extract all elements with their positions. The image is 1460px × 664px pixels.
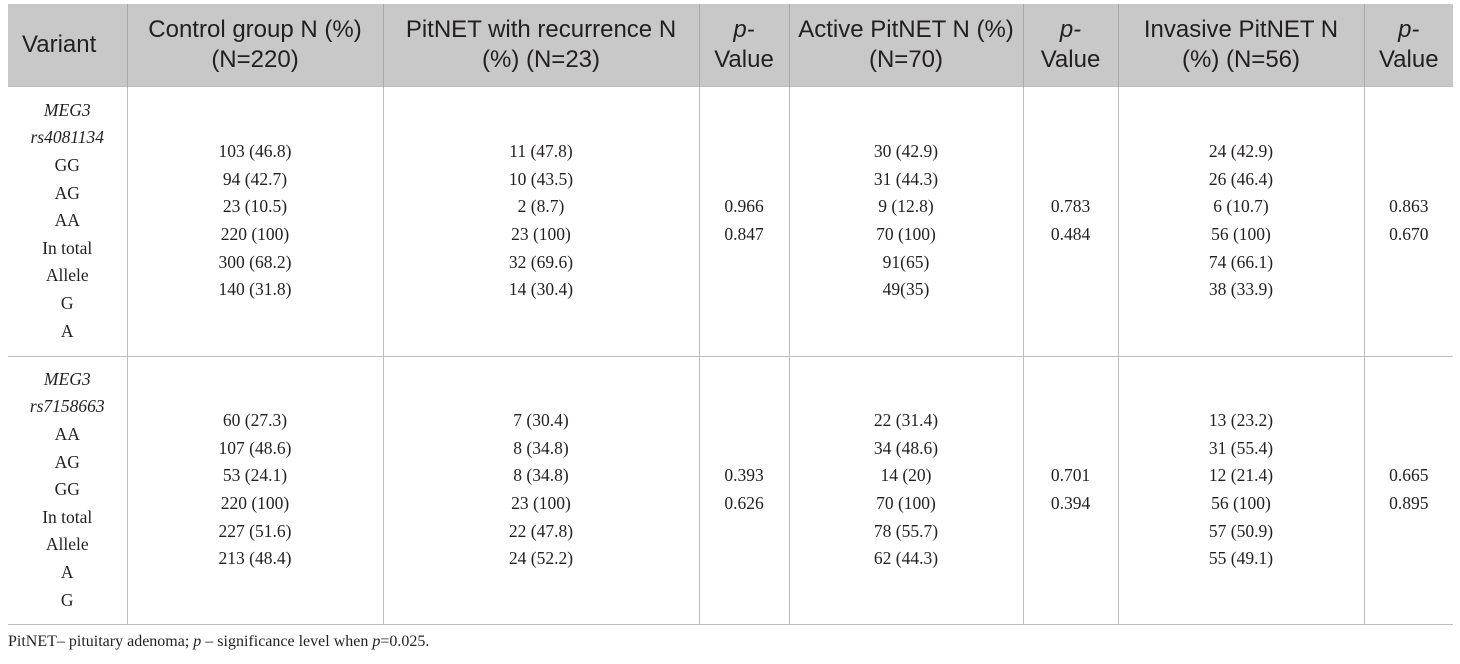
cell-value: 38 (33.9) [1208,279,1274,300]
cell-value: 74 (66.1) [1208,251,1274,272]
cell-value: 213 (48.4) [218,548,292,569]
cell-value: 22 (31.4) [873,410,939,431]
genotype-table [8,4,1453,625]
variant-label: In total [42,237,93,258]
gene-name: MEG3 [43,368,91,389]
cell-value: 49(35) [882,279,930,300]
p-value: 0.665 [1389,465,1429,486]
cell-value: 300 (68.2) [218,251,292,272]
variant-label: AA [54,210,80,231]
cell-value: 56 (100) [1211,224,1271,244]
snp-id: rs7158663 [29,396,105,417]
cell-value: 57 (50.9) [1208,520,1274,541]
cell-value: 23 (100) [511,493,571,513]
results-table-wrapper [8,4,1453,625]
cell-value: 9 (12.8) [878,196,934,217]
cell-value: 70 (100) [876,493,936,513]
cell-value: 62 (44.3) [873,548,939,569]
p-value: 0.863 [1389,196,1429,217]
cell-value: 31 (44.3) [873,168,939,189]
cell-value: 14 (30.4) [508,279,574,300]
cell-value: 70 (100) [876,224,936,244]
cell-value: 8 (34.8) [513,437,569,458]
cell-value: 94 (42.7) [222,168,288,189]
header-invasive: Invasive PitNET N (%) (N=56) [1118,4,1364,86]
header-row [8,4,1453,86]
cell-value: 55 (49.1) [1208,548,1274,569]
cell-value: 140 (31.8) [218,279,292,300]
cell-value: 24 (42.9) [1208,141,1274,162]
variant-label: Allele [45,534,89,555]
p-value-cell [1364,86,1453,356]
recurrence-cell [383,356,699,624]
variant-cell [8,86,127,356]
p-value-cell [1364,356,1453,624]
control-cell [127,356,383,624]
cell-value: 30 (42.9) [873,141,939,162]
gene-name: MEG3 [43,99,91,120]
variant-cell [8,356,127,624]
p-value-cell [1023,356,1118,624]
p-value: 0.701 [1050,465,1091,486]
header-active: Active PitNET N (%) (N=70) [789,4,1023,86]
cell-value: 23 (100) [511,224,571,244]
variant-label: G [60,292,74,313]
cell-value: 24 (52.2) [508,548,574,569]
p-value: 0.393 [724,465,764,486]
variant-label: A [60,561,74,582]
cell-value: 220 (100) [220,224,290,244]
p-value: 0.394 [1050,493,1091,513]
variant-label: AG [54,451,80,472]
cell-value: 107 (48.6) [218,437,292,458]
variant-label: A [60,320,74,341]
cell-value: 53 (24.1) [222,465,288,486]
header-control-group: Control group N (%) (N=220) [127,4,383,86]
snp-id: rs4081134 [30,127,105,148]
cell-value: 103 (46.8) [218,141,292,162]
cell-value: 10 (43.5) [508,168,574,189]
cell-value: 56 (100) [1211,493,1271,513]
cell-value: 78 (55.7) [873,520,939,541]
variant-label: G [60,589,74,610]
header-p-value: p- Value [699,4,789,86]
cell-value: 12 (21.4) [1208,465,1274,486]
p-value-cell [699,86,789,356]
cell-value: 2 (8.7) [517,196,565,217]
table-footnote: PitNET– pituitary adenoma; p – significance level when p=0.025. [8,633,430,650]
variant-label: GG [54,479,80,500]
cell-value: 11 (47.8) [509,141,573,162]
recurrence-cell [383,86,699,356]
cell-value: 91(65) [882,251,930,272]
cell-value: 60 (27.3) [222,410,288,431]
variant-label: Allele [45,265,89,286]
cell-value: 8 (34.8) [513,465,569,486]
variant-label: In total [42,506,93,527]
p-value: 0.670 [1389,224,1429,244]
variant-label: AA [54,424,80,445]
invasive-cell [1118,356,1364,624]
cell-value: 22 (47.8) [508,520,574,541]
cell-value: 23 (10.5) [222,196,288,217]
cell-value: 31 (55.4) [1208,437,1274,458]
cell-value: 220 (100) [220,493,290,513]
cell-value: 32 (69.6) [508,251,574,272]
table-row [8,86,1453,356]
cell-value: 13 (23.2) [1208,410,1274,431]
header-p-value: p- Value [1023,4,1118,86]
header-variant: Variant [8,4,127,86]
variant-label: AG [54,182,80,203]
table-row [8,356,1453,624]
header-p-value: p- Value [1364,4,1453,86]
p-value: 0.484 [1050,224,1091,244]
p-value-cell [699,356,789,624]
variant-label: GG [54,155,80,176]
p-value: 0.895 [1389,493,1429,513]
cell-value: 227 (51.6) [218,520,292,541]
header-recurrence: PitNET with recurrence N (%) (N=23) [383,4,699,86]
cell-value: 7 (30.4) [513,410,569,431]
p-value: 0.783 [1050,196,1091,217]
active-cell [789,356,1023,624]
p-value: 0.847 [724,224,764,244]
cell-value: 34 (48.6) [873,437,939,458]
cell-value: 6 (10.7) [1213,196,1269,217]
p-value-cell [1023,86,1118,356]
cell-value: 14 (20) [880,465,932,486]
p-value: 0.966 [724,196,764,217]
p-value: 0.626 [724,493,764,513]
cell-value: 26 (46.4) [1208,168,1274,189]
active-cell [789,86,1023,356]
invasive-cell [1118,86,1364,356]
control-cell [127,86,383,356]
